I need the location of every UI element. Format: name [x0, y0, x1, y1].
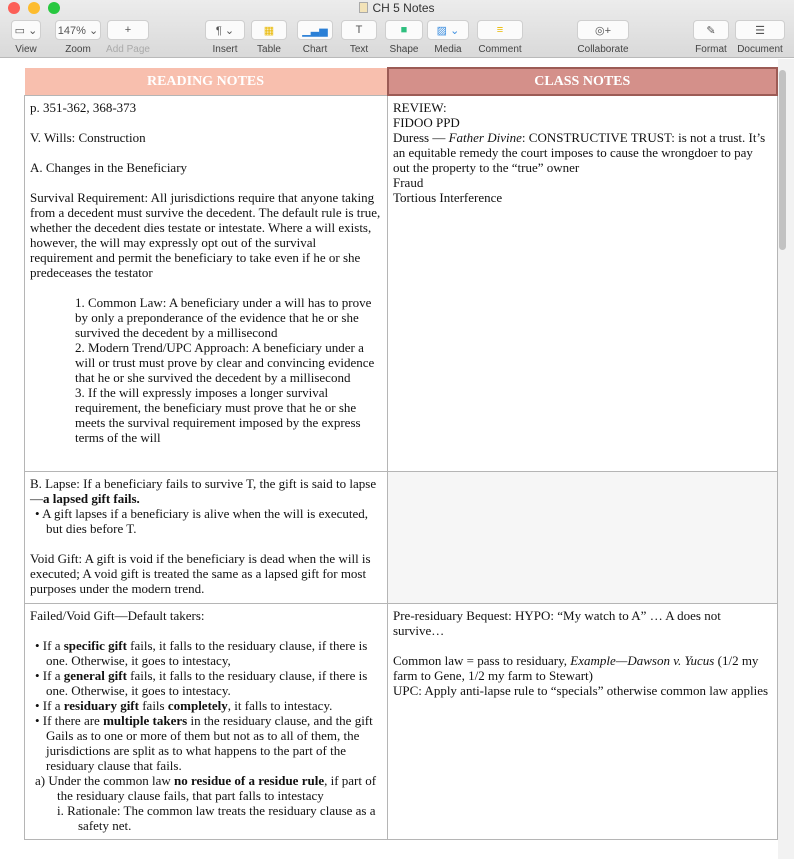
text-run: Common law = pass to residuary,: [393, 652, 571, 668]
window-toolbar: [0, 0, 794, 58]
toolbar-label: Format: [695, 44, 727, 55]
paragraph: [30, 608, 382, 623]
toolbar-zoom-button[interactable]: [50, 20, 106, 55]
paragraph: [393, 175, 772, 190]
class-notes-cell[interactable]: [388, 95, 778, 471]
text-run: A. Changes in the Beneficiary: [30, 159, 188, 175]
toolbar-format-button[interactable]: [688, 20, 734, 55]
text-run: fails: [138, 697, 168, 713]
toolbar-label: Collaborate: [577, 44, 629, 55]
toolbar-media-button[interactable]: [422, 20, 474, 55]
text-run: (1/2 my farm to Gene, 1/2 my farm to Stewart): [393, 652, 759, 683]
text-run: fails, it falls to the residuary clause, if there is one. Otherwise, it goes to intestacy,: [46, 637, 368, 668]
class-notes-header[interactable]: CLASS NOTES: [388, 68, 778, 95]
class-notes-cell[interactable]: [388, 471, 778, 603]
paragraph: [30, 551, 382, 596]
paragraph: [30, 698, 382, 713]
paragraph: [30, 340, 382, 385]
toolbar-label: Add Page: [106, 44, 150, 55]
paragraph: [393, 683, 772, 698]
format-icon: ✎: [693, 20, 729, 40]
text-run: Tortious Interference: [393, 190, 503, 205]
paragraph: [30, 280, 382, 295]
paragraph: [30, 638, 382, 668]
add-page-icon: +: [107, 20, 149, 40]
toolbar-text-button[interactable]: [336, 20, 382, 55]
window-title: [0, 1, 794, 15]
text-run: , if part of the residuary clause fails, that part falls to intestacy: [57, 772, 377, 803]
toolbar-label: Media: [434, 44, 462, 55]
reading-notes-cell[interactable]: [25, 471, 388, 603]
paragraph: [30, 668, 382, 698]
paragraph: [393, 115, 772, 130]
text-run: Father Divine: [448, 130, 522, 145]
text-run: Duress —: [393, 130, 449, 145]
reading-notes-cell[interactable]: [25, 603, 388, 839]
media-icon: ▨ ⌄: [427, 20, 469, 40]
document-icon: [359, 2, 368, 13]
text-run: i. Rationale: The common law treats the residuary clause as a safety net.: [57, 802, 376, 833]
paragraph: [30, 506, 382, 536]
toolbar-label: Chart: [302, 44, 328, 55]
reading-notes-header[interactable]: READING NOTES: [25, 68, 388, 95]
toolbar-shape-button[interactable]: [380, 20, 428, 55]
table-row: [25, 471, 778, 603]
insert-icon: ¶ ⌄: [205, 20, 245, 40]
toolbar-insert-button[interactable]: [200, 20, 250, 55]
paragraph: [30, 536, 382, 551]
toolbar-label: Document: [737, 44, 783, 55]
reading-notes-cell[interactable]: [25, 95, 388, 471]
text-run: Survival Requirement: All jurisdictions require that anyone taking from a decedent must survive the decedent. The default rule is true, whether the decedent dies testate or intestate. Where a will exists, however, the will may expressly opt out of the survival requirement and permit the beneficiary to take even if he or she predeceases the testator: [30, 189, 381, 280]
window-title-text: CH 5 Notes: [372, 1, 435, 15]
text-run: Fraud: [393, 175, 424, 190]
collaborate-icon: ◎+: [577, 20, 629, 40]
table-icon: ▦: [251, 20, 287, 40]
text-run: p. 351-362, 368-373: [30, 99, 137, 115]
toolbar-label: Insert: [212, 44, 238, 55]
scrollbar-thumb[interactable]: [779, 70, 786, 250]
chart-icon: ▁▃▅: [297, 20, 333, 40]
toolbar-label: Table: [257, 44, 281, 55]
text-run: B. Lapse: If a beneficiary fails to survive T, the gift is said to lapse—: [30, 475, 377, 506]
text-run: Void Gift: A gift is void if the beneficiary is dead when the will is executed; A void gift is treated the same as a lapsed gift for most purposes under the modern trend.: [30, 550, 371, 596]
toolbar-comment-button[interactable]: [472, 20, 528, 55]
toolbar-add-page-button[interactable]: [102, 20, 154, 55]
toolbar-document-button[interactable]: [730, 20, 790, 55]
text-icon: T: [341, 20, 377, 40]
text-run: Pre-residuary Bequest: HYPO: “My watch to A” … A does not survive…: [393, 607, 721, 638]
text-run: 2. Modern Trend/UPC Approach: A beneficiary under a will or trust must prove by clear and convincing evidence that he or she survived the decedent by a millisecond: [75, 339, 375, 385]
toolbar-label: Text: [349, 44, 369, 55]
paragraph: [30, 160, 382, 175]
shape-icon: ■: [385, 20, 423, 40]
toolbar-label: Zoom: [65, 44, 91, 55]
text-run: fails, it falls to the residuary clause, if there is one. Otherwise, it goes to intestacy.: [46, 667, 368, 698]
text-run: general gift: [63, 667, 127, 683]
comment-icon: ≡: [477, 20, 523, 40]
paragraph: [30, 623, 382, 638]
class-notes-cell[interactable]: [388, 603, 778, 839]
paragraph: [393, 100, 772, 115]
text-run: V. Wills: Construction: [30, 129, 146, 145]
paragraph: [393, 653, 772, 683]
paragraph: [30, 713, 382, 773]
text-run: • If there are: [35, 712, 104, 728]
paragraph: [30, 100, 382, 115]
text-run: a) Under the common law: [35, 772, 174, 788]
paragraph: [30, 295, 382, 340]
document-icon: ☰: [735, 20, 785, 40]
view-icon: ▭ ⌄: [11, 20, 41, 40]
notes-table: [24, 67, 778, 840]
text-run: • If a: [35, 637, 64, 653]
text-run: a lapsed gift fails.: [43, 490, 140, 506]
text-run: in the residuary clause, and the gift Gails as to one or more of them but not as to all of them, the jurisdictions are split as to what happens to the part of the residuary clause that fails.: [46, 712, 373, 773]
paragraph: [30, 385, 382, 445]
paragraph: [393, 190, 772, 205]
paragraph: [30, 773, 382, 803]
text-run: FIDOO PPD: [393, 115, 460, 130]
text-run: Failed/Void Gift—Default takers:: [30, 607, 205, 623]
text-run: no residue of a residue rule: [173, 772, 325, 788]
paragraph: [30, 115, 382, 130]
toolbar-label: View: [15, 44, 37, 55]
text-run: UPC: Apply anti-lapse rule to “specials” otherwise common law applies: [393, 682, 769, 698]
text-run: residuary gift: [63, 697, 139, 713]
toolbar-view-button[interactable]: [6, 20, 46, 55]
table-row: [25, 603, 778, 839]
text-run: • If a: [35, 667, 64, 683]
toolbar-table-button[interactable]: [246, 20, 292, 55]
zoom-select: 147% ⌄: [55, 20, 101, 40]
text-run: 3. If the will expressly imposes a longer survival requirement, the beneficiary must prove that he or she meets the survival requirement imposed by the express terms of the will: [75, 384, 361, 445]
paragraph: [30, 145, 382, 160]
text-run: completely: [167, 697, 228, 713]
text-run: specific gift: [63, 637, 127, 653]
paragraph: [393, 638, 772, 653]
text-run: • A gift lapses if a beneficiary is alive when the will is executed, but dies before T.: [35, 505, 369, 536]
text-run: , it falls to intestacy.: [227, 697, 333, 713]
toolbar-label: Comment: [478, 44, 522, 55]
text-run: • If a: [35, 697, 64, 713]
text-run: : CONSTRUCTIVE TRUST: is not a trust. It’s an equitable remedy the court imposes to cause the wrongdoer to pay out the property to the “true” owner: [393, 130, 766, 175]
toolbar-collaborate-button[interactable]: [572, 20, 634, 55]
table-row: [25, 95, 778, 471]
text-run: multiple takers: [103, 712, 188, 728]
paragraph: [30, 190, 382, 280]
text-run: REVIEW:: [393, 100, 447, 115]
text-run: 1. Common Law: A beneficiary under a will has to prove by only a preponderance of the evidence that he or she survived the decedent by a millisecond: [75, 294, 372, 340]
paragraph: [30, 175, 382, 190]
paragraph: [30, 130, 382, 145]
paragraph: [393, 608, 772, 638]
toolbar-label: Shape: [389, 44, 419, 55]
text-run: Example—Dawson v. Yucus: [570, 652, 715, 668]
toolbar-chart-button[interactable]: [292, 20, 338, 55]
paragraph: [30, 476, 382, 506]
paragraph: [393, 130, 772, 175]
paragraph: [30, 803, 382, 833]
